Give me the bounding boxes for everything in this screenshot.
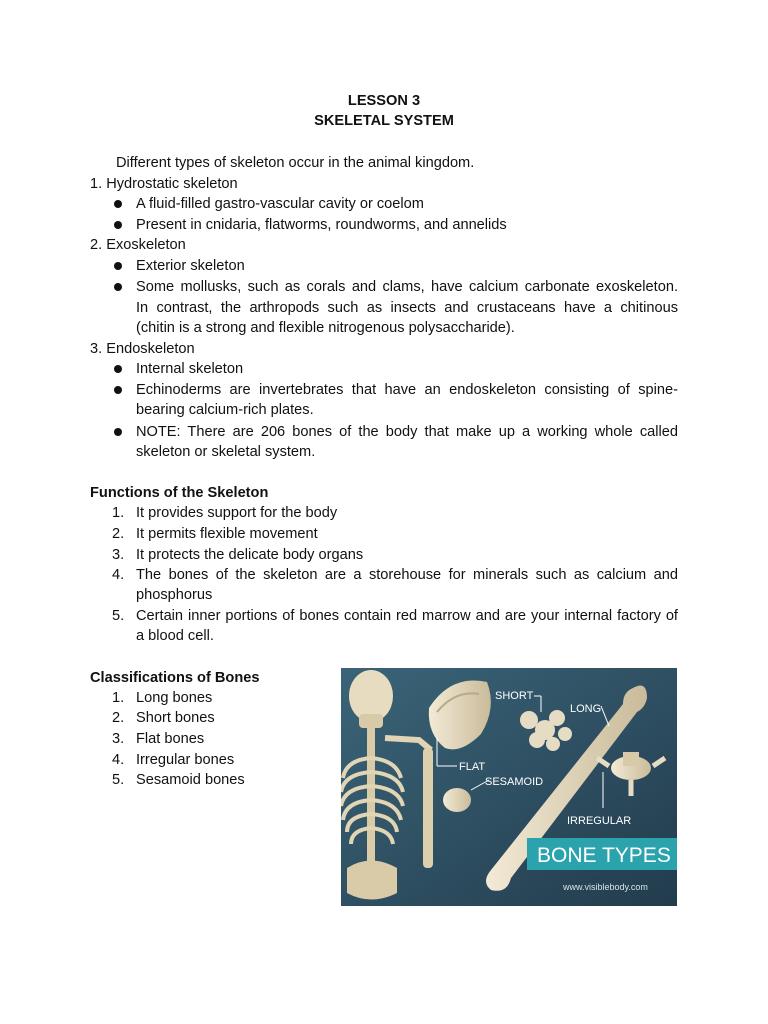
bullet-text-line: Some mollusks, such as corals and clams, have calcium carbonate exoskeleton. [136,279,678,295]
list-number: 3. [112,547,125,563]
banner-title: BONE TYPES [537,844,671,867]
image-credit: www.visiblebody.com [563,882,648,892]
bullet-dot [114,428,122,436]
label-long: LONG [570,703,602,715]
bullet-text-line: Echinoderms are invertebrates that have an endoskeleton consisting of spine- [136,382,678,398]
function-item: Certain inner portions of bones contain red marrow and are your internal factory of [136,608,678,624]
bullet-dot [114,262,122,270]
list-number: 3. [112,731,125,747]
classification-item: Short bones [136,710,215,726]
bullet-dot [114,200,122,208]
list-number: 5. [112,608,125,624]
bullet-text: A fluid-filled gastro-vascular cavity or coelom [136,196,424,212]
bullet-dot [114,283,122,291]
bullet-text-line: In contrast, the arthropods such as insects and crustaceans have a chitinous [136,300,678,316]
classification-item: Sesamoid bones [136,772,245,788]
list-number: 4. [112,567,125,583]
function-item: It protects the delicate body organs [136,547,364,563]
classification-item: Flat bones [136,731,205,747]
list-number: 2. [112,710,125,726]
function-item-continued: a blood cell. [136,628,214,644]
classifications-heading: Classifications of Bones [90,670,260,686]
bullet-text-line: bearing calcium-rich plates. [136,402,314,418]
functions-heading: Functions of the Skeleton [90,485,269,501]
function-item: It provides support for the body [136,505,338,521]
classification-item: Irregular bones [136,752,235,768]
function-item: It permits flexible movement [136,526,318,542]
function-item: The bones of the skeleton are a storehouse for minerals such as calcium and [136,567,678,583]
list-number: 2. [112,526,125,542]
bullet-dot [114,221,122,229]
bullet-text: Exterior skeleton [136,258,245,274]
function-item-continued: phosphorus [136,587,213,603]
list-number: 1. [112,505,125,521]
intro-paragraph: Different types of skeleton occur in the animal kingdom. [116,155,475,171]
bullet-text-line: NOTE: There are 206 bones of the body that make up a working whole called [136,424,678,440]
list-number: 1. [112,690,125,706]
bullet-text-line: skeleton or skeletal system. [136,444,316,460]
label-flat: FLAT [459,761,486,773]
label-short: SHORT [495,690,534,702]
bullet-text: Internal skeleton [136,361,244,377]
bone-types-illustration [341,668,677,906]
bullet-text-line: (chitin is a strong and flexible nitrogenous polysaccharide). [136,320,515,336]
label-sesamoid: SESAMOID [485,776,544,788]
bullet-dot [114,386,122,394]
bone-types-figure [341,668,677,906]
type-heading-exoskeleton: 2. Exoskeleton [90,237,186,253]
lesson-subtitle: SKELETAL SYSTEM [314,113,454,129]
list-number: 4. [112,752,125,768]
lesson-title: LESSON 3 [347,93,421,109]
type-heading-endoskeleton: 3. Endoskeleton [90,341,195,357]
bullet-dot [114,365,122,373]
classification-item: Long bones [136,690,213,706]
list-number: 5. [112,772,125,788]
type-heading-hydrostatic: 1. Hydrostatic skeleton [90,176,238,192]
bullet-text: Present in cnidaria, flatworms, roundworms, and annelids [136,217,507,233]
label-irregular: IRREGULAR [567,815,632,827]
